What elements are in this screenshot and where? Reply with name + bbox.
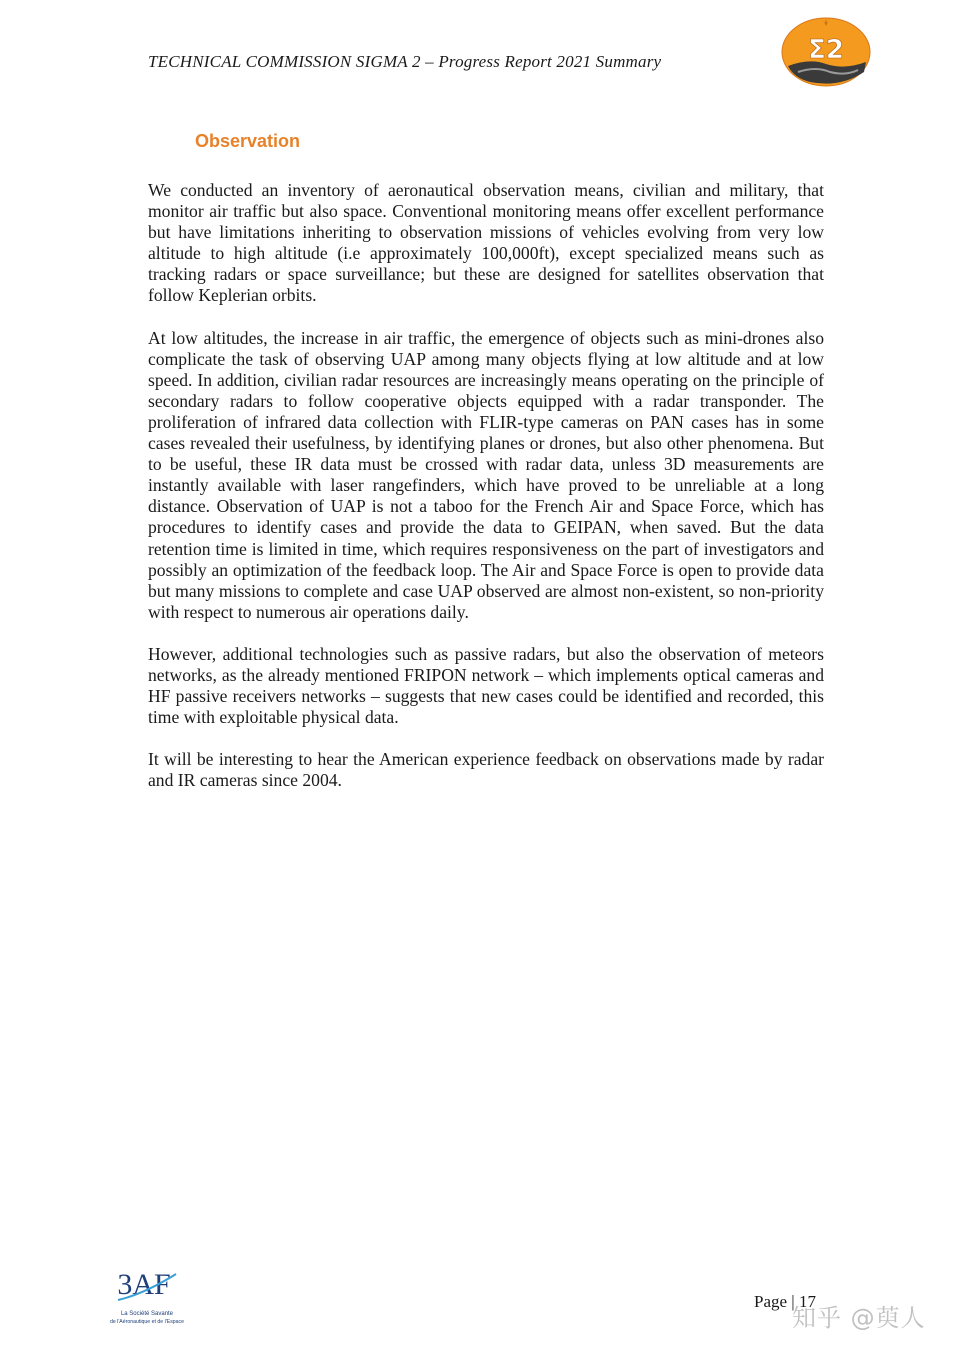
3af-logo [104, 1266, 190, 1328]
paragraph: However, additional technologies such as passive radars, but also the observation of meteors networks, as the already mentioned FRIPON network – which implements optical cameras and HF passive receivers networks – suggests that new cases could be identified and recorded, this time with exploitable physical data. [148, 643, 824, 728]
document-header-title: TECHNICAL COMMISSION SIGMA 2 – Progress Report 2021 Summary [148, 52, 662, 71]
sigma-2-logo [780, 16, 872, 88]
watermark: 知乎 @萸人 [792, 1304, 926, 1332]
paragraph: At low altitudes, the increase in air traffic, the emergence of objects such as mini-drones also complicate the task of observing UAP among many objects flying at low altitude and at low speed. In addition, civilian radar resources are increasingly means operating on the principle of secondary radars to follow cooperative objects equipped with a radar transponder. The proliferation of infrared data collection with FLIR-type cameras on PAN cases has in some cases revealed their usefulness, by identifying planes or drones, but also other phenomena. But to be useful, these IR data must be crossed with radar data, unless 3D measurements are instantly available with laser rangefinders, which have proved to be unreliable at a long distance. Observation of UAP is not a taboo for the French Air and Space Force, which has procedures to identify cases and provide the data to GEIPAN, when saved. But the data retention time is limited in time, which requires responsiveness on the part of investigators and possibly an optimization of the feedback loop. The Air and Space Force is open to provide data but many missions to complete and case UAP observed are almost non-existent, so non-priority with respect to numerous air operations daily. [148, 327, 824, 622]
body-text [148, 180, 824, 812]
section-heading: Observation [195, 131, 301, 151]
3af-logo-name: 3AF [117, 1268, 171, 1301]
page-number: Page | 17 [754, 1292, 816, 1311]
3af-logo-tagline-1: La Société Savante [120, 1311, 174, 1317]
paragraph: It will be interesting to hear the American experience feedback on observations made by radar and IR cameras since 2004. [148, 749, 824, 791]
paragraph: We conducted an inventory of aeronautical observation means, civilian and military, that monitor air traffic but also space. Conventional monitoring means offer excellent performance but have limitations inheriting to observation missions of vehicles evolving from very low altitude to high altitude (i.e approximately 100,000ft), except specialized means such as tracking radars or space surveillance; but these are designed for satellites observation that follow Keplerian orbits. [148, 180, 824, 306]
3af-logo-tagline-2: de l'Aéronautique et de l'Espace [109, 1319, 185, 1325]
sigma-logo-text: Σ2 [808, 35, 844, 65]
